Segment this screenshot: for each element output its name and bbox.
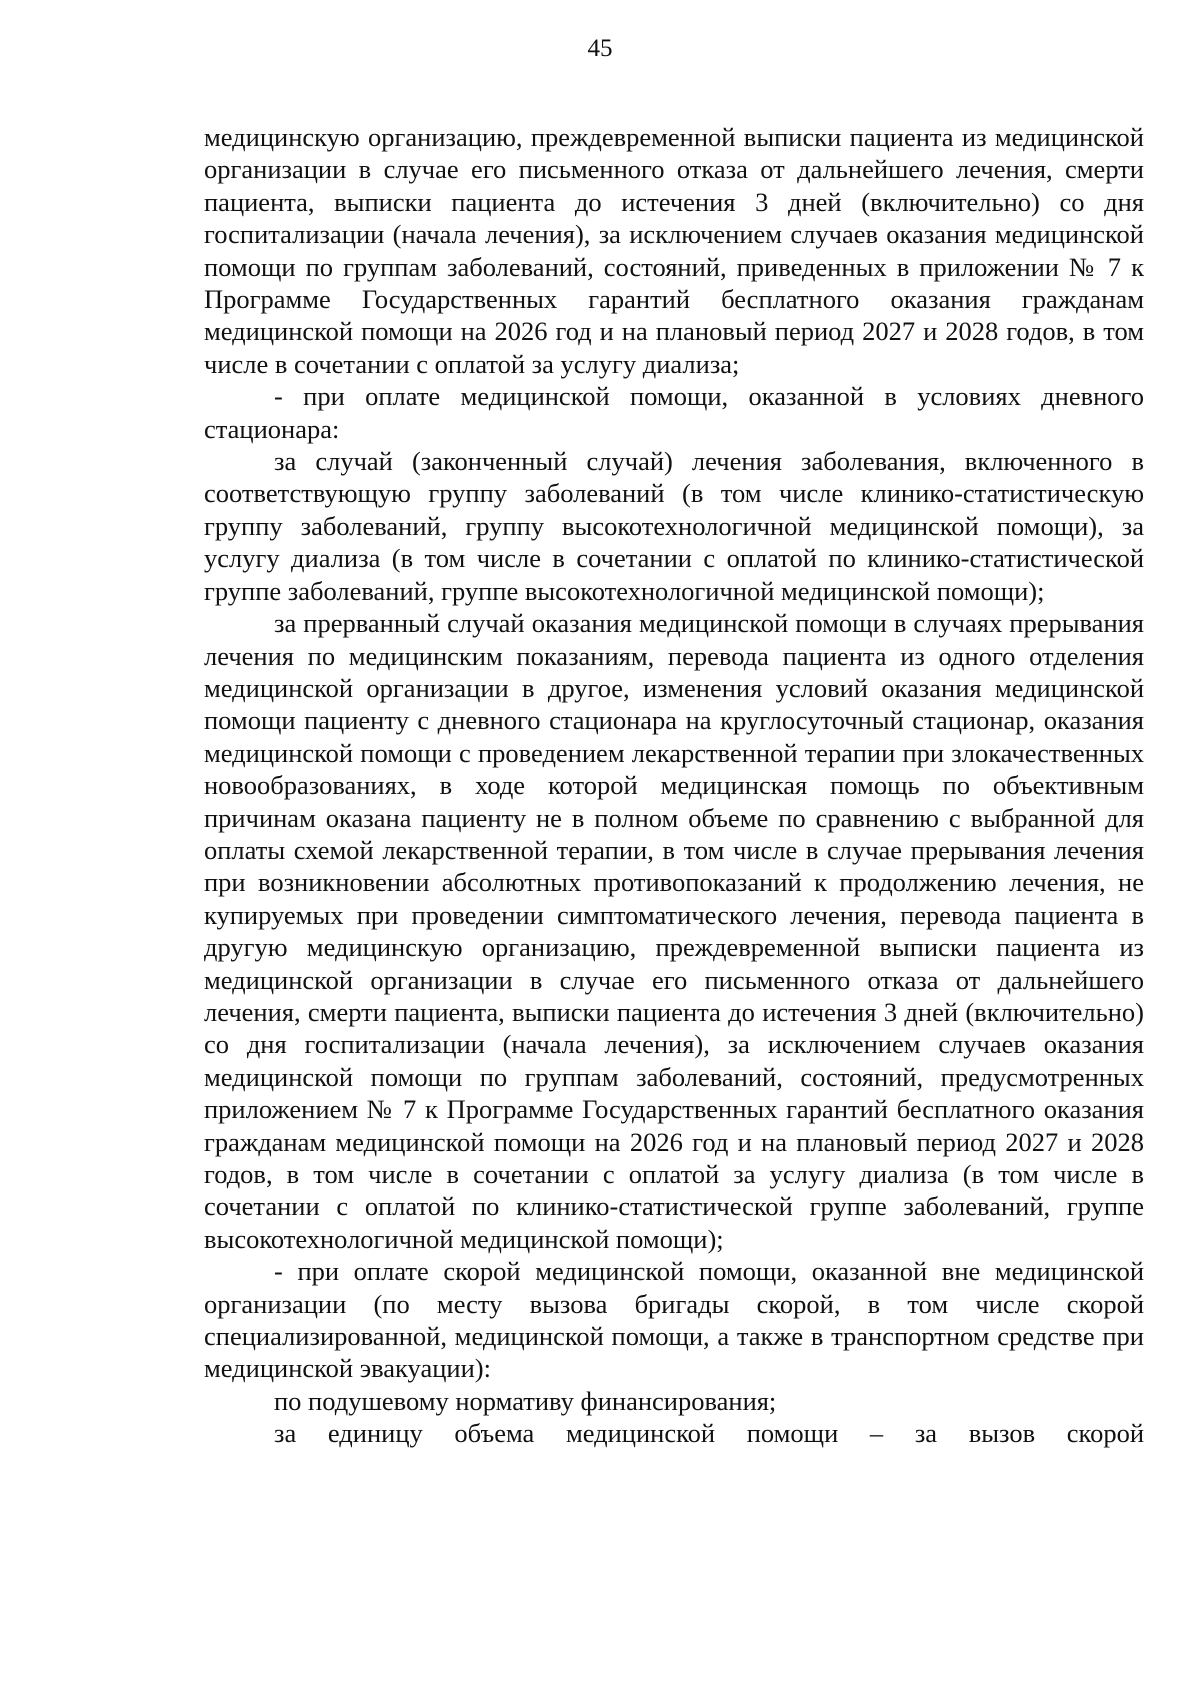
paragraph-interrupted-case: за прерванный случай оказания медицинской помощи в случаях прерывания лечения по медицинским показаниям, перевода пациента из одного отделения медицинской организации в другое, изменения условий оказания медицинской помощи пациенту с дневного стационара на круглосуточный стационар, оказания медицинской помощи с проведением лекарственной терапии при злокачественных новообразованиях, в ходе которой медицинская помощь по объективным причинам оказана пациенту не в полном объеме по сравнению с выбранной для оплаты схемой лекарственной терапии, в том числе в случае прерывания лечения при возникновении абсолютных противопоказаний к продолжению лечения, не купируемых при проведении симптоматического лечения, перевода пациента в другую медицинскую организацию, преждевременной выписки пациента из медицинской организации в случае его письменного отказа от дальнейшего лечения, смерти пациента, выписки пациента до истечения 3 дней (включительно) со дня госпитализации (начала лечения), за исключением случаев оказания медицинской помощи по группам заболеваний, состояний, предусмотренных приложением № 7 к Программе Государственных гарантий бесплатного оказания гражданам медицинской помощи на 2026 год и на плановый период 2027 и 2028 годов, в том числе в сочетании с оплатой за услугу диализа (в том числе в сочетании с оплатой по клинико-статистической группе заболеваний, группе высокотехнологичной медицинской помощи); <box>204 608 1144 1254</box>
paragraph-completed-case: за случай (законченный случай) лечения заболевания, включенного в соответствующую группу заболеваний (в том числе клинико-статистическую группу заболеваний, группу высокотехнологичной медицинской помощи), за услугу диализа (в том числе в сочетании с оплатой по клинико-статистической группе заболеваний, группе высокотехнологичной медицинской помощи); <box>204 446 1144 606</box>
document-body <box>204 121 1144 1450</box>
page-number: 45 <box>587 35 613 62</box>
paragraph-day-hospital-payment: - при оплате медицинской помощи, оказанной в условиях дневного стационара: <box>204 381 1144 444</box>
paragraph-continuation: медицинскую организацию, преждевременной выписки пациента из медицинской организации в случае его письменного отказа от дальнейшего лечения, смерти пациента, выписки пациента до истечения 3 дней (включительно) со дня госпитализации (начала лечения), за исключением случаев оказания медицинской помощи по группам заболеваний, состояний, приведенных в приложении № 7 к Программе Государственных гарантий бесплатного оказания гражданам медицинской помощи на 2026 год и на плановый период 2027 и 2028 годов, в том числе в сочетании с оплатой за услугу диализа; <box>204 122 1144 379</box>
paragraph-per-capita-standard: по подушевому нормативу финансирования; <box>274 1385 777 1416</box>
paragraph-unit-of-volume: за единицу объема медицинской помощи – за вызов скорой <box>274 1418 1144 1449</box>
paragraph-emergency-care-payment: - при оплате скорой медицинской помощи, оказанной вне медицинской организации (по месту вызова бригады скорой, в том числе скорой специализированной, медицинской помощи, а также в транспортном средстве при медицинской эвакуации): <box>204 1256 1144 1384</box>
